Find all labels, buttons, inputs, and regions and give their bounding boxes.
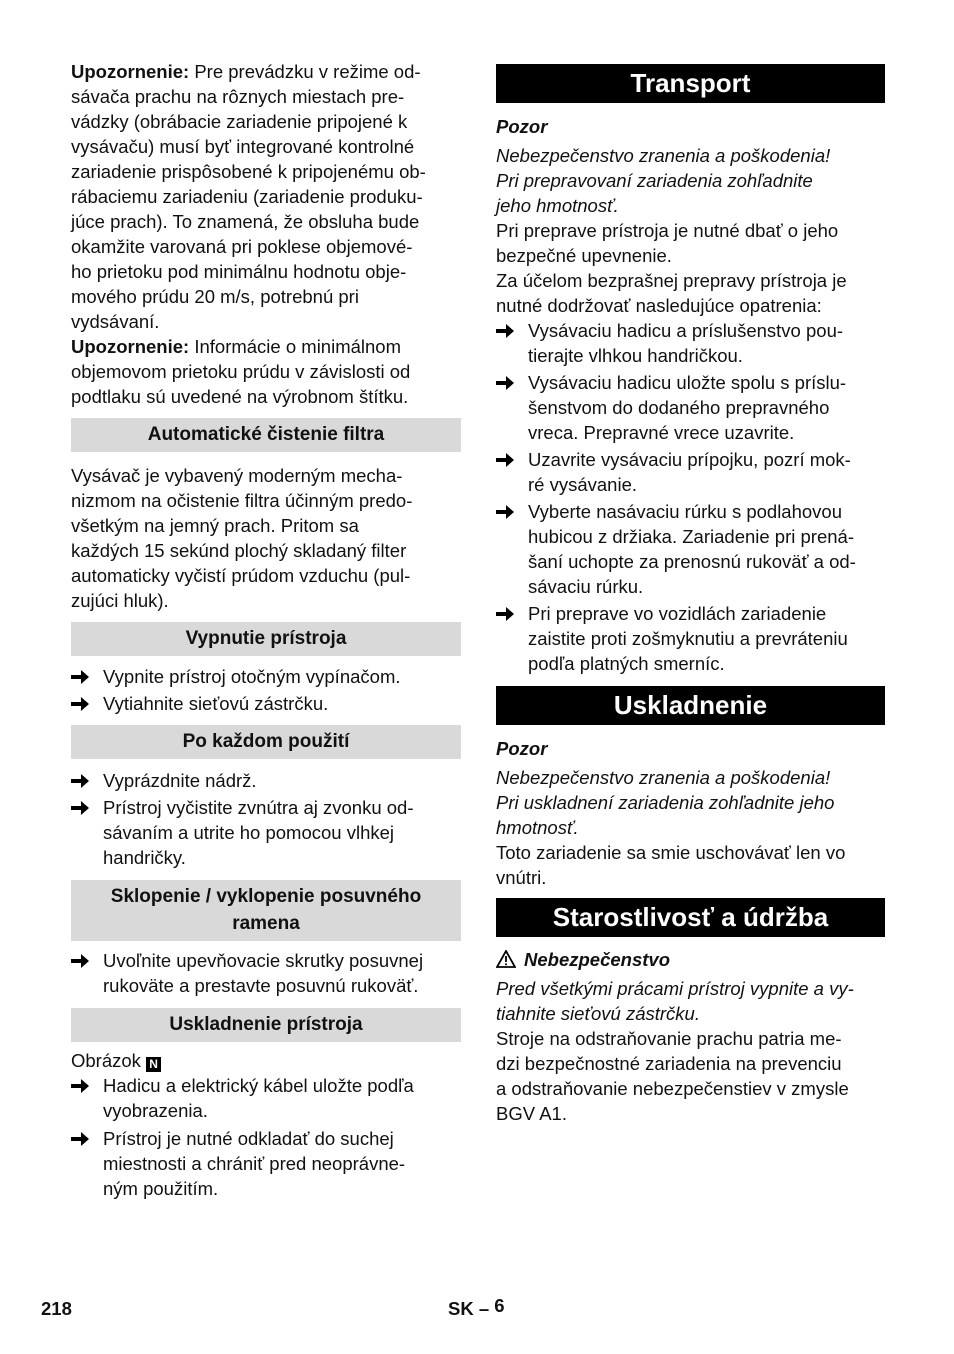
arrow-right-icon bbox=[71, 670, 89, 684]
section-page: SK – 6 bbox=[448, 1295, 505, 1319]
notice-paragraph-2: Upozornenie: Informácie o minimálnom objemovom prietoku prúdu v závislosti od podtlaku sú uvedené na výrobnom štítku. bbox=[71, 336, 411, 407]
arrow-right-icon bbox=[71, 697, 89, 711]
fold-arm-heading: Sklopenie / vyklopenie posuvného ramena bbox=[71, 880, 461, 941]
list-item: Vysávaciu hadicu a príslušenstvo pou- tierajte vlhkou handričkou. bbox=[496, 318, 885, 368]
transport-warning: Nebezpečenstvo zranenia a poškodenia! Pri prepravovaní zariadenia zohľadnite jeho hmotnosť. bbox=[496, 145, 831, 216]
list-item: Prístroj je nutné odkladať do suchej miestnosti a chrániť pred neoprávne- ným použitím. bbox=[71, 1126, 461, 1201]
caution-label: Pozor bbox=[496, 116, 548, 137]
care-warning: Pred všetkými prácami prístroj vypnite a vy- tiahnite sieťovú zástrčku. bbox=[496, 978, 854, 1024]
left-column bbox=[71, 59, 461, 1201]
list-item: Vypnite prístroj otočným vypínačom. bbox=[71, 664, 461, 689]
arrow-right-icon bbox=[496, 324, 514, 338]
transport-paragraph-1: Pri preprave prístroja je nutné dbať o jeho bezpečné upevnenie. bbox=[496, 220, 839, 266]
switch-off-heading: Vypnutie prístroja bbox=[71, 622, 461, 656]
arrow-right-icon bbox=[71, 801, 89, 815]
list-item: Vysávaciu hadicu uložte spolu s príslu- šenstvom do dodaného prepravného vreca. Prepravné vrece uzavrite. bbox=[496, 370, 885, 445]
storage-paragraph: Toto zariadenie sa smie uschovávať len vo vnútri. bbox=[496, 842, 846, 888]
arrow-right-icon bbox=[71, 1132, 89, 1146]
care-maintenance-heading: Starostlivosť a údržba bbox=[496, 898, 885, 937]
device-storage-heading: Uskladnenie prístroja bbox=[71, 1008, 461, 1042]
list-item: Vytiahnite sieťovú zástrčku. bbox=[71, 691, 461, 716]
warning-triangle-icon bbox=[496, 950, 516, 968]
after-use-list bbox=[71, 768, 461, 870]
arrow-right-icon bbox=[71, 1079, 89, 1093]
right-column bbox=[496, 64, 885, 1126]
transport-list bbox=[496, 318, 885, 676]
notice-paragraph-1: Upozornenie: Pre prevádzku v režime od- sávača prachu na rôznych miestach pre- vádzky (obrábacie zariadenie pripojené k vysávaču) musí byť integrované kontrolné zariadenie prispôsobené k pripojenému ob- rábaciemu zariadeniu (zariadenie produku- júce prach). To znamená, že obsluha bude okamžite varovaná pri poklese objemové- ho prietoku pod minimálnu hodnotu obje- mového prúdu 20 m/s, potrebnú pri vydsávaní. bbox=[71, 61, 426, 332]
transport-paragraph-2: Za účelom bezprašnej prepravy prístroja je nutné dodržovať nasledujúce opatrenia: bbox=[496, 270, 847, 316]
list-item: Vyprázdnite nádrž. bbox=[71, 768, 461, 793]
filter-cleaning-heading: Automatické čistenie filtra bbox=[71, 418, 461, 452]
transport-heading: Transport bbox=[496, 64, 885, 103]
danger-label: Nebezpečenstvo bbox=[496, 947, 885, 972]
arrow-right-icon bbox=[71, 774, 89, 788]
list-item: Vyberte nasávaciu rúrku s podlahovou hubicou z držiaka. Zariadenie pri prená- šaní uchopte za prenosnú rukoväť a od- sávaciu rúrku. bbox=[496, 499, 885, 599]
arrow-right-icon bbox=[496, 505, 514, 519]
caution-label: Pozor bbox=[496, 738, 548, 759]
filter-cleaning-text: Vysávač je vybavený moderným mecha- nizmom na očistenie filtra účinným predo- všetkým na jemný prach. Pritom sa každých 15 sekúnd plochý skladaný filter automaticky vyčistí prúdom vzduchu (pul- zujúci hluk). bbox=[71, 465, 413, 611]
arrow-right-icon bbox=[71, 954, 89, 968]
list-item: Uzavrite vysávaciu prípojku, pozrí mok- ré vysávanie. bbox=[496, 447, 885, 497]
arrow-right-icon bbox=[496, 453, 514, 467]
list-item: Hadicu a elektrický kábel uložte podľa vyobrazenia. bbox=[71, 1073, 461, 1123]
arrow-right-icon bbox=[496, 607, 514, 621]
arrow-right-icon bbox=[496, 376, 514, 390]
list-item: Pri preprave vo vozidlách zariadenie zaistite proti zošmyknutiu a prevráteniu podľa platných smerníc. bbox=[496, 601, 885, 676]
care-paragraph: Stroje na odstraňovanie prachu patria me- dzi bezpečnostné zariadenia na prevenciu a odstraňovanie nebezpečenstiev v zmysle BGV A1. bbox=[496, 1028, 849, 1124]
page-number: 218 bbox=[41, 1298, 72, 1319]
storage-heading: Uskladnenie bbox=[496, 686, 885, 725]
figure-label-box: N bbox=[146, 1057, 161, 1072]
list-item: Uvoľnite upevňovacie skrutky posuvnej rukoväte a prestavte posuvnú rukoväť. bbox=[71, 948, 461, 998]
fold-arm-list bbox=[71, 948, 461, 998]
after-use-heading: Po každom použití bbox=[71, 725, 461, 759]
switch-off-list bbox=[71, 664, 461, 716]
storage-warning: Nebezpečenstvo zranenia a poškodenia! Pri uskladnení zariadenia zohľadnite jeho hmotnosť. bbox=[496, 767, 835, 838]
device-storage-list bbox=[71, 1073, 461, 1201]
figure-reference: Obrázok N bbox=[71, 1048, 461, 1073]
list-item: Prístroj vyčistite zvnútra aj zvonku od- sávaním a utrite ho pomocou vlhkej handričky. bbox=[71, 795, 461, 870]
